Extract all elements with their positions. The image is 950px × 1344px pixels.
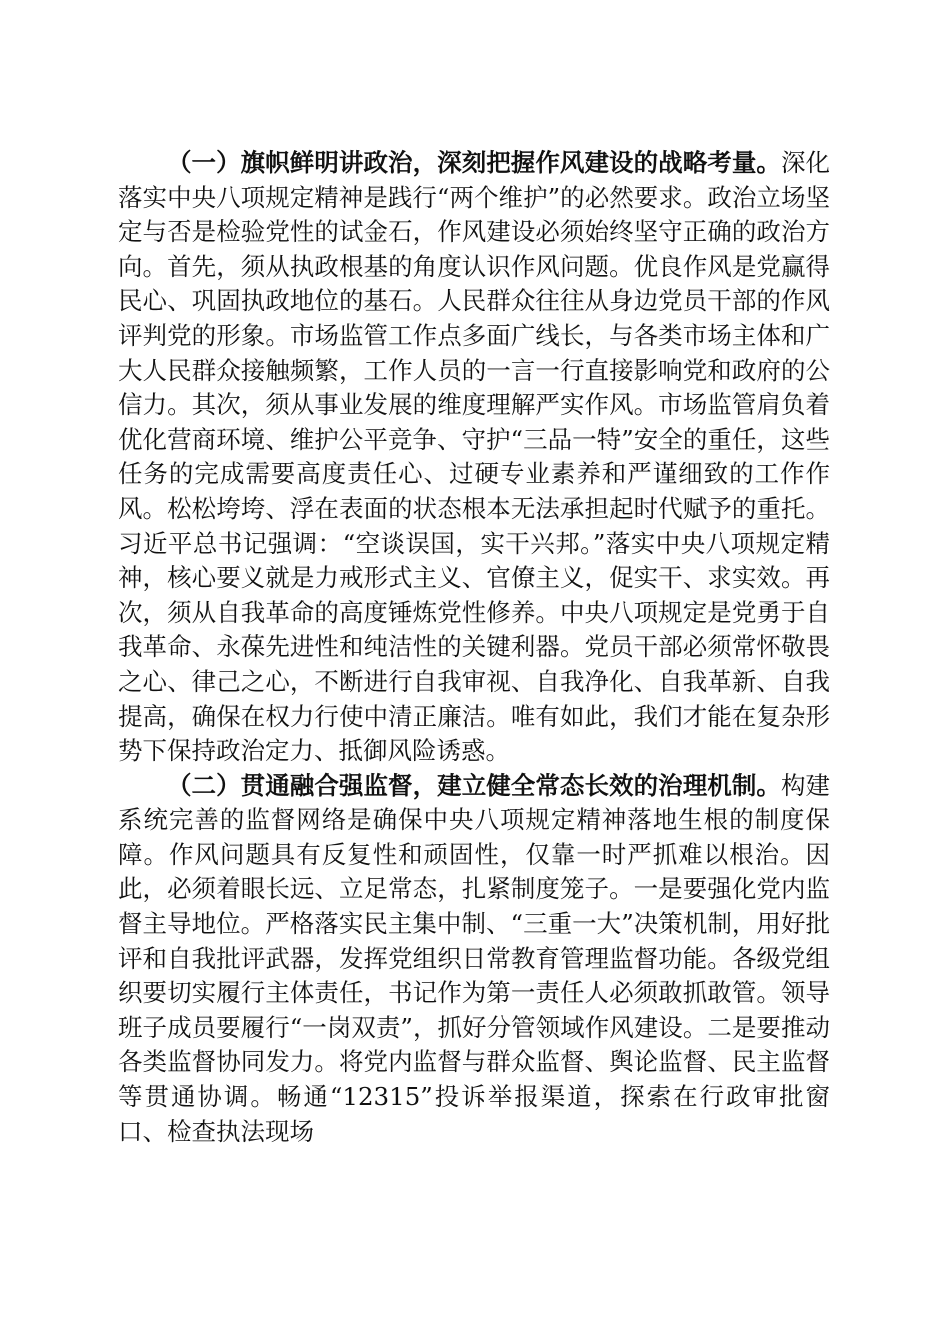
paragraph-1	[118, 146, 830, 769]
paragraph-1-heading: （一）旗帜鲜明讲政治，深刻把握作风建设的战略考量。	[167, 148, 781, 177]
paragraph-1-body: 深化落实中央八项规定精神是践行“两个维护”的必然要求。政治立场坚定与否是检验党性的试金石，作风建设必须始终坚守正确的政治方向。首先，须从执政根基的角度认识作风问题。优良作风是党赢得民心、巩固执政地位的基石。人民群众往往从身边党员干部的作风评判党的形象。市场监管工作点多面广线长，与各类市场主体和广大人民群众接触频繁，工作人员的一言一行直接影响党和政府的公信力。其次，须从事业发展的维度理解严实作风。市场监管肩负着优化营商环境、维护公平竞争、守护“三品一特”安全的重任，这些任务的完成需要高度责任心、过硬专业素养和严谨细致的工作作风。松松垮垮、浮在表面的状态根本无法承担起时代赋予的重托。习近平总书记强调：“空谈误国，实干兴邦。”落实中央八项规定精神，核心要义就是力戒形式主义、官僚主义，促实干、求实效。再次，须从自我革命的高度锤炼党性修养。中央八项规定是党勇于自我革命、永葆先进性和纯洁性的关键利器。党员干部必须常怀敬畏之心、律己之心，不断进行自我审视、自我净化、自我革新、自我提高，确保在权力行使中清正廉洁。唯有如此，我们才能在复杂形势下保持政治定力、抵御风险诱惑。	[118, 148, 831, 766]
paragraph-2-body: 构建系统完善的监督网络是确保中央八项规定精神落地生根的制度保障。作风问题具有反复性和顽固性，仅靠一时严抓难以根治。因此，必须着眼长远、立足常态，扎紧制度笼子。一是要强化党内监督主导地位。严格落实民主集中制、“三重一大”决策机制，用好批评和自我批评武器，发挥党组织日常教育管理监督功能。各级党组织要切实履行主体责任，书记作为第一责任人必须敢抓敢管。领导班子成员要履行“一岗双责”，抓好分管领域作风建设。二是要推动各类监督协同发力。将党内监督与群众监督、舆论监督、民主监督等贯通协调。畅通“12315”投诉举报渠道，探索在行政审批窗口、检查执法现场	[118, 770, 831, 1146]
paragraph-2	[118, 769, 830, 1150]
paragraph-2-heading: （二）贯通融合强监督，建立健全常态长效的治理机制。	[167, 770, 781, 800]
document-body	[118, 146, 830, 1149]
